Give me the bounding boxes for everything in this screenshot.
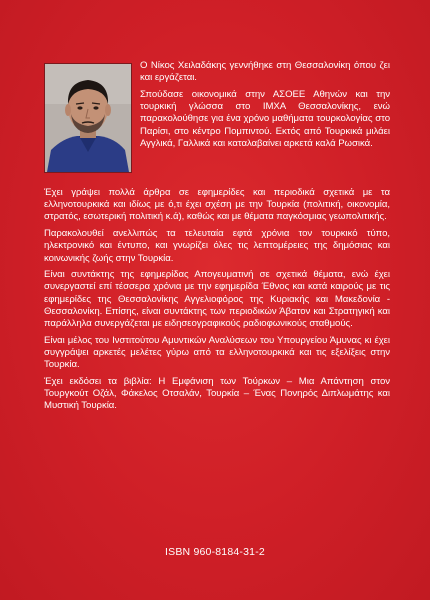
intro-paragraph-birth: Ο Νίκος Χειλαδάκης γεννήθηκε στη Θεσσαλονίκη όπου ζει και εργάζεται. (140, 60, 390, 84)
bio-paragraph-articles: Έχει γράψει πολλά άρθρα σε εφημερίδες και περιοδικά σχετικά με τα ελληνοτουρκικά και ιδίως με ό,τι έχει σχέση με την Τουρκία (πολιτική, οικονομία, στρατός, εσωτερική πολιτική κ.ά), καθώς και με θέματα παγκόσμιας γεωπολιτικής. (44, 187, 390, 223)
bio-paragraph-newspapers: Είναι συντάκτης της εφημερίδας Απογευματινή σε σχετικά θέματα, ενώ έχει συνεργαστεί επί τέσσερα χρόνια με την εφημερίδα Έθνος και κατά καιρούς με τις εφημερίδες της Θεσσαλονίκης Αγγελιοφόρος της Κυριακής και Μακεδονία - Θεσσαλονίκη. Επίσης, είναι συντάκτης των περιοδικών Άβατον και Στρατηγική και παράλληλα συνεργάζεται με ειδησεογραφικούς ραδιοφωνικούς σταθμούς. (44, 269, 390, 330)
bio-paragraph-books: Έχει εκδόσει τα βιβλία: Η Εμφάνιση των Τούρκων – Μια Απάντηση στον Τουργκούτ Οζάλ, Φάκελος Οτσαλάν, Τουρκία – Ένας Πονηρός Διπλωμάτης και Μυστική Τουρκία. (44, 375, 390, 412)
intro-paragraph-studies: Σπούδασε οικονομικά στην ΑΣΟΕΕ Αθηνών και την τουρκική γλώσσα στο ΙΜΧΑ Θεσσαλονίκης, ενώ παρακολούθησε για ένα χρόνο μαθήματα τουρκολογίας στο Παρίσι, στο κέντρο Πομπιντού. Εκτός από Τουρκικά μιλάει Αγγλικά, Γαλλικά και καταλαβαίνει αρκετά καλά Ρωσικά. (140, 88, 390, 149)
author-photo (44, 63, 132, 173)
bio-paragraph-press: Παρακολουθεί ανελλιπώς τα τελευταία εφτά χρόνια τον τουρκικό τύπο, ηλεκτρονικό και έντυπο, και γνωρίζει όλες τις λεπτομέρειες της δημόσιας και κοινωνικής ζωής στην Τουρκία. (44, 228, 390, 264)
author-intro (140, 60, 390, 154)
isbn-label: ISBN 960-8184-31-2 (165, 546, 265, 558)
author-bio (44, 187, 390, 417)
bio-paragraph-institute: Είναι μέλος του Ινστιτούτου Αμυντικών Αναλύσεων του Υπουργείου Άμυνας κι έχει συγγράψει αρκετές μελέτες γύρω από τα ελληνοτουρκικά και τις εξελίξεις στην Τουρκία. (44, 334, 390, 371)
author-portrait-image (45, 64, 131, 172)
